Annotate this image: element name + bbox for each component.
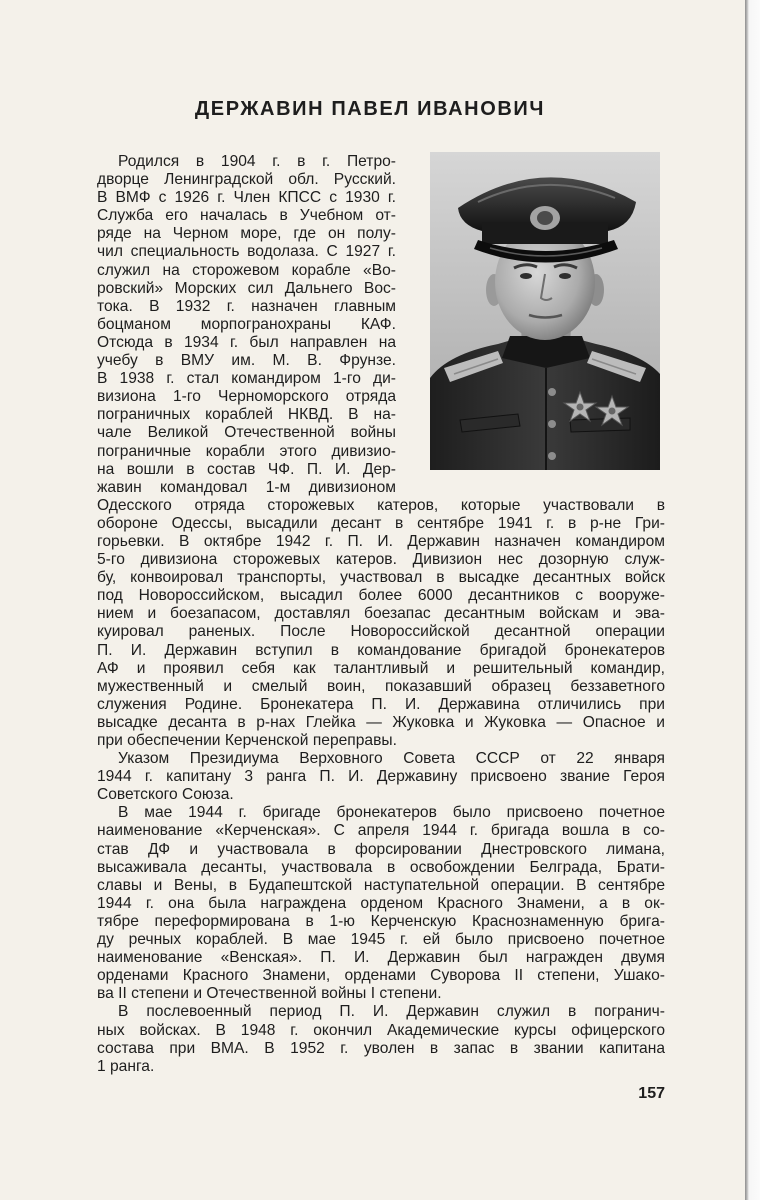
text-line: визиона 1-го Черноморского отряда	[97, 388, 396, 406]
text-line: Служба его началась в Учебном от-	[97, 207, 396, 225]
text-line: В 1938 г. стал командиром 1-го ди-	[97, 370, 396, 388]
text-line: В мае 1944 г. бригаде бронекатеров было присвоено почетное	[118, 804, 665, 822]
paragraph	[97, 750, 665, 804]
text-line: 5-го дивизиона сторожевых катеров. Дивизион нес дозорную служ-	[97, 551, 665, 569]
text-line: дворце Ленинградской обл. Русский.	[97, 171, 396, 189]
text-line: при обеспечении Керченской переправы.	[97, 732, 397, 749]
text-line: куировал раненых. После Новороссийской десантной операции	[97, 623, 665, 641]
text-line: бу, конвоировал транспорты, участвовал в высадке десантных войск	[97, 569, 665, 587]
text-line: Родился в 1904 г. в г. Петро-	[118, 153, 396, 170]
page-title: ДЕРЖАВИН ПАВЕЛ ИВАНОВИЧ	[194, 98, 546, 120]
text-line: мужественный и смелый воин, показавший образец беззаветного	[97, 677, 665, 695]
text-line: орденами Красного Знамени, орденами Суворова II степени, Ушако-	[97, 967, 665, 985]
text-line: славы и Вены, в Будапештской наступательной операции. В сентябре	[97, 876, 665, 894]
text-line: на вошли в состав ЧФ. П. И. Дер-	[97, 460, 396, 478]
text-line: ровский» Морских сил Дальнего Вос-	[97, 279, 396, 297]
text-line: Отсюда в 1934 г. был направлен на	[97, 333, 396, 351]
text-line: став ДФ и участвовала в форсировании Днестровского лимана,	[97, 840, 665, 858]
text-line: В ВМФ с 1926 г. Член КПСС с 1930 г.	[97, 189, 396, 207]
text-line: ных войсках. В 1948 г. окончил Академические курсы офицерского	[97, 1021, 665, 1039]
text-line: под Новороссийском, высадил более 6000 десантников с вооруже-	[97, 587, 665, 605]
text-line: наименование «Керченская». С апреля 1944 г. бригада вошла в со-	[97, 822, 665, 840]
text-line: Указом Президиума Верховного Совета СССР от 22 января	[118, 750, 665, 768]
text-line: пограничные корабли этого дивизио-	[97, 442, 396, 460]
paragraph	[97, 153, 665, 750]
text-line: пограничных кораблей НКВД. В на-	[97, 406, 396, 424]
text-line: тябре переформирована в 1-ю Керченскую Краснознаменную брига-	[97, 912, 665, 930]
text-line: тока. В 1932 г. назначен главным	[97, 297, 396, 315]
text-line: горьевки. В октябре 1942 г. П. И. Державин назначен командиром	[97, 532, 665, 550]
scan-page-edge	[745, 0, 760, 1200]
paragraph	[97, 804, 665, 1003]
text-line: 1 ранга.	[97, 1057, 155, 1075]
text-line: нием и боезапасом, доставлял боезапас десантным войскам и эва-	[97, 605, 665, 623]
text-line: Советского Союза.	[97, 786, 234, 804]
text-line: обороне Одессы, высадили десант в сентябре 1941 г. в р-не Гри-	[97, 514, 665, 532]
text-line: ду речных кораблей. В мае 1945 г. ей было присвоено почетное	[97, 931, 665, 949]
text-line: чале Великой Отечественной войны	[97, 424, 396, 442]
text-line: В послевоенный период П. И. Державин служил в погранич-	[118, 1003, 665, 1021]
text-line: учебу в ВМУ им. М. В. Фрунзе.	[97, 352, 396, 370]
text-line: состава при ВМА. В 1952 г. уволен в запас в звании капитана	[97, 1039, 665, 1057]
text-line: ва II степени и Отечественной войны I степени.	[97, 985, 442, 1003]
text-line: наименование «Венская». П. И. Державин был награжден двумя	[97, 949, 665, 967]
page-number: 157	[638, 1085, 665, 1102]
text-line: боцманом морпогранохраны КАФ.	[97, 315, 396, 333]
text-line: 1944 г. капитану 3 ранга П. И. Державину присвоено звание Героя	[97, 768, 665, 786]
text-line: служения Родине. Бронекатера П. И. Державина отличились при	[97, 695, 665, 713]
text-line: высадке десанта в р-нах Глейка — Жуковка и Жуковка — Опасное и	[97, 713, 665, 731]
text-line: АФ и проявил себя как талантливый и решительный командир,	[97, 659, 665, 677]
article-body	[97, 153, 665, 1076]
text-line: Одесского отряда сторожевых катеров, которые участвовали в	[97, 496, 665, 514]
text-line: П. И. Державин вступил в командование бригадой бронекатеров	[97, 641, 665, 659]
text-line: служил на сторожевом корабле «Во-	[97, 261, 396, 279]
text-line: высаживала десанты, участвовала в освобождении Белграда, Брати-	[97, 858, 665, 876]
text-line: 1944 г. она была награждена орденом Красного Знамени, а в ок-	[97, 894, 665, 912]
text-line: чил специальность водолаза. С 1927 г.	[97, 243, 396, 261]
text-line: ряде на Черном море, где он полу-	[97, 225, 396, 243]
text-line: жавин командовал 1-м дивизионом	[97, 478, 396, 496]
paragraph	[97, 1003, 665, 1075]
